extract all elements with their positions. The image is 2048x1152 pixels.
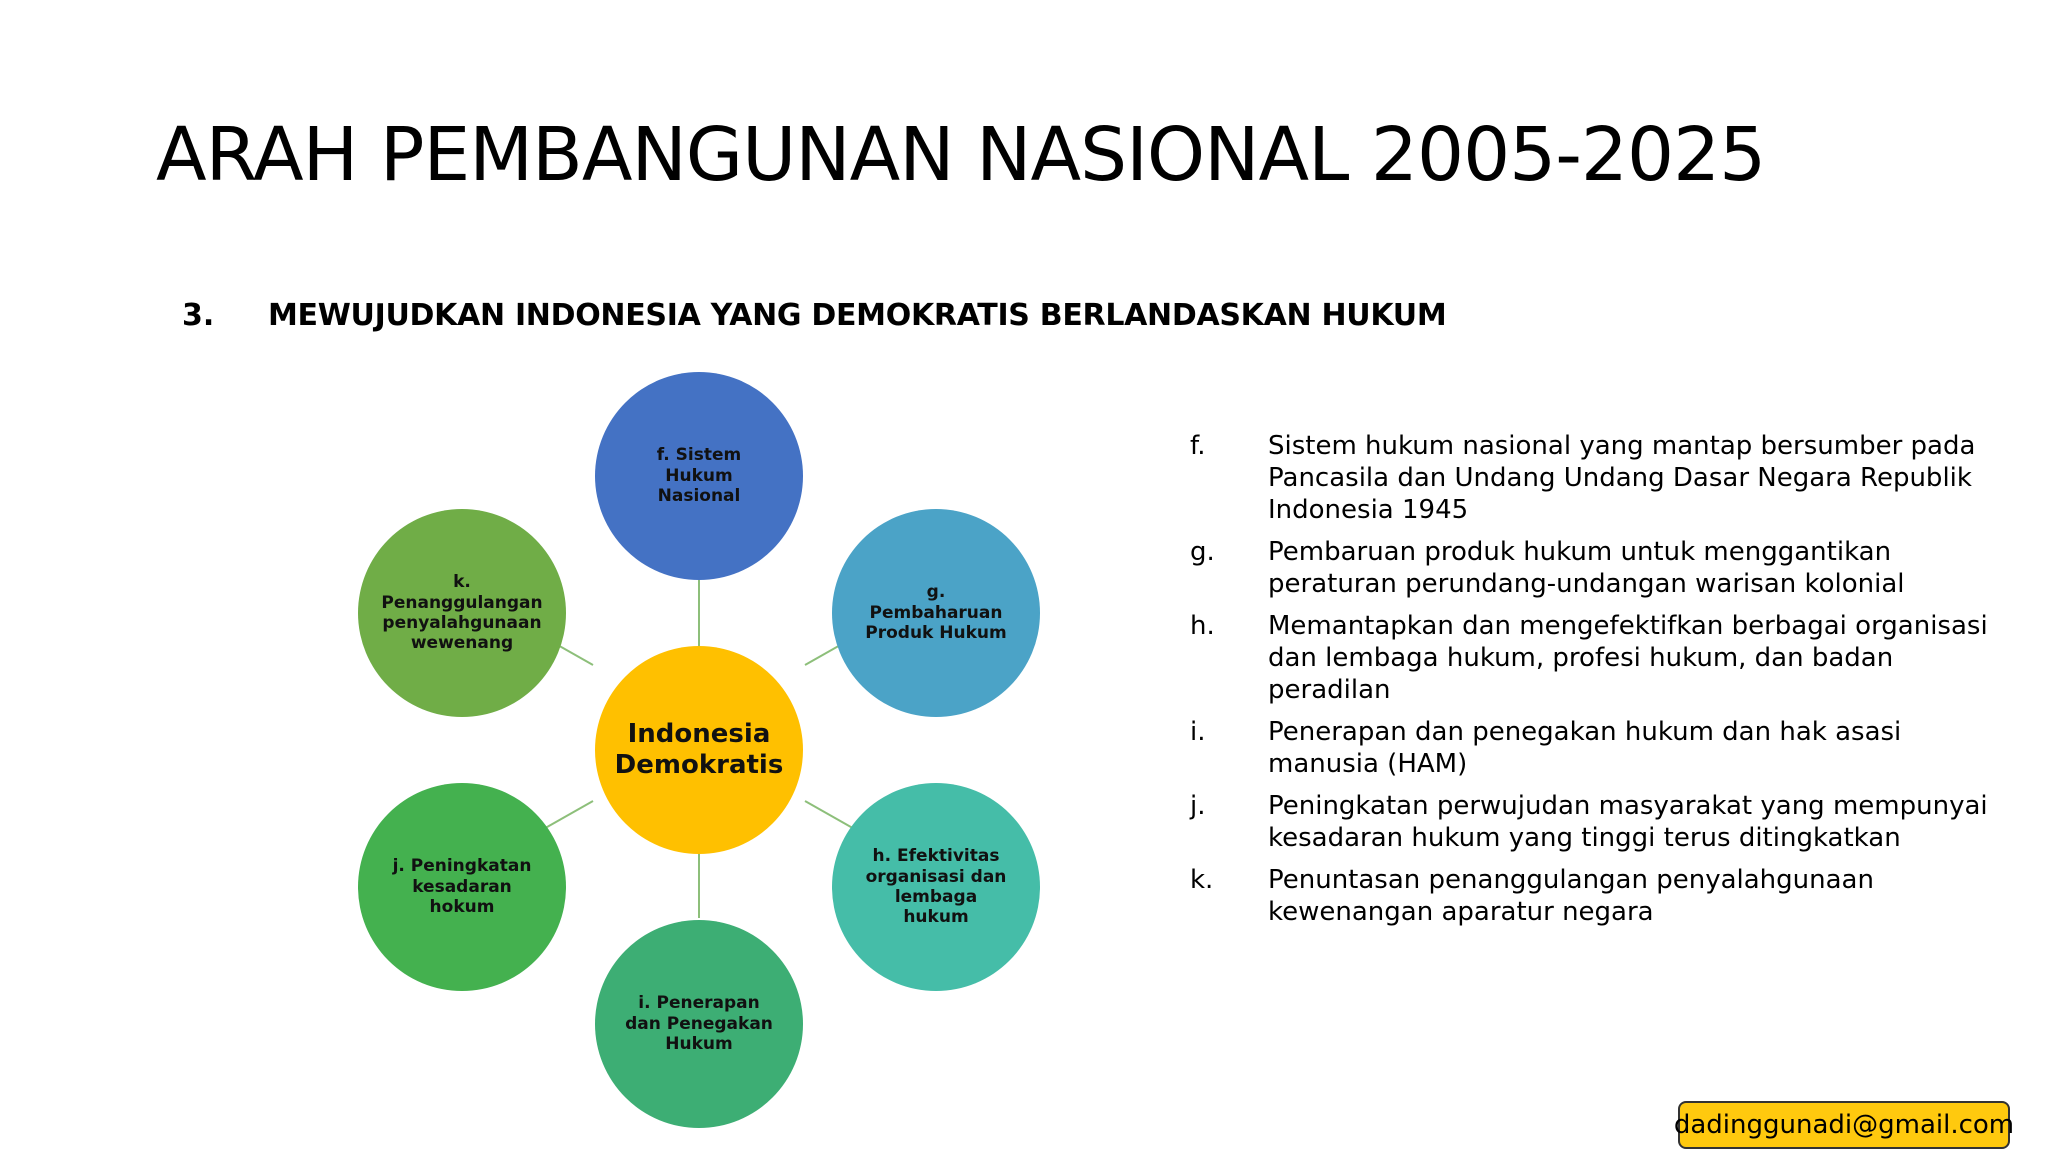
list-item <box>1190 864 2010 928</box>
section-number: 3. <box>182 298 215 333</box>
list-item-text: Sistem hukum nasional yang mantap bersumber pada Pancasila dan Undang Undang Dasar Negara Republik Indonesia 1945 <box>1268 431 1976 525</box>
node-k-label: k. Penanggulangan penyalahgunaan wewenang <box>381 572 543 654</box>
node-i-penerapan <box>595 920 803 1128</box>
list-item <box>1190 790 2010 854</box>
author-email: dadinggunadi@gmail.com <box>1673 1110 2015 1140</box>
node-h-efektivitas <box>832 783 1040 991</box>
node-k-penanggulangan <box>358 509 566 717</box>
list-item-letter: f. <box>1190 431 1206 461</box>
list-item <box>1190 610 2010 706</box>
list-item-letter: g. <box>1190 537 1215 567</box>
list-item-letter: k. <box>1190 865 1214 895</box>
list-item-letter: h. <box>1190 611 1215 641</box>
node-j-peningkatan <box>358 783 566 991</box>
list-item-text: Penerapan dan penegakan hukum dan hak asasi manusia (HAM) <box>1268 717 1902 779</box>
author-email-badge <box>1673 1101 2015 1149</box>
list-item-letter: j. <box>1190 791 1206 821</box>
list-item <box>1190 716 2010 780</box>
list-item <box>1190 536 2010 600</box>
radial-diagram <box>320 360 1080 1140</box>
center-node-label: Indonesia Demokratis <box>614 718 784 780</box>
node-g-pembaharuan <box>832 509 1040 717</box>
list-item <box>1190 430 2010 526</box>
node-j-label: j. Peningkatan kesadaran hokum <box>392 856 532 918</box>
slide-title: ARAH PEMBANGUNAN NASIONAL 2005-2025 <box>156 112 1766 198</box>
list-item-text: Pembaruan produk hukum untuk menggantikan peraturan perundang-undangan warisan kolonial <box>1268 537 1905 599</box>
section-title: MEWUJUDKAN INDONESIA YANG DEMOKRATIS BERLANDASKAN HUKUM <box>268 298 1447 333</box>
node-h-label: h. Efektivitas organisasi dan lembaga hukum <box>865 846 1007 928</box>
points-list <box>1190 430 2010 938</box>
list-item-text: Peningkatan perwujudan masyarakat yang mempunyai kesadaran hukum yang tinggi terus ditingkatkan <box>1268 791 1988 853</box>
node-i-label: i. Penerapan dan Penegakan Hukum <box>625 993 773 1055</box>
center-node <box>595 646 803 854</box>
node-f-label: f. Sistem Hukum Nasional <box>656 445 742 507</box>
node-g-label: g. Pembaharuan Produk Hukum <box>865 582 1007 644</box>
list-item-text: Memantapkan dan mengefektifkan berbagai organisasi dan lembaga hukum, profesi hukum, dan badan peradilan <box>1268 611 1988 705</box>
list-item-letter: i. <box>1190 717 1206 747</box>
list-item-text: Penuntasan penanggulangan penyalahgunaan kewenangan aparatur negara <box>1268 865 1874 927</box>
node-f-sistem-hukum <box>595 372 803 580</box>
